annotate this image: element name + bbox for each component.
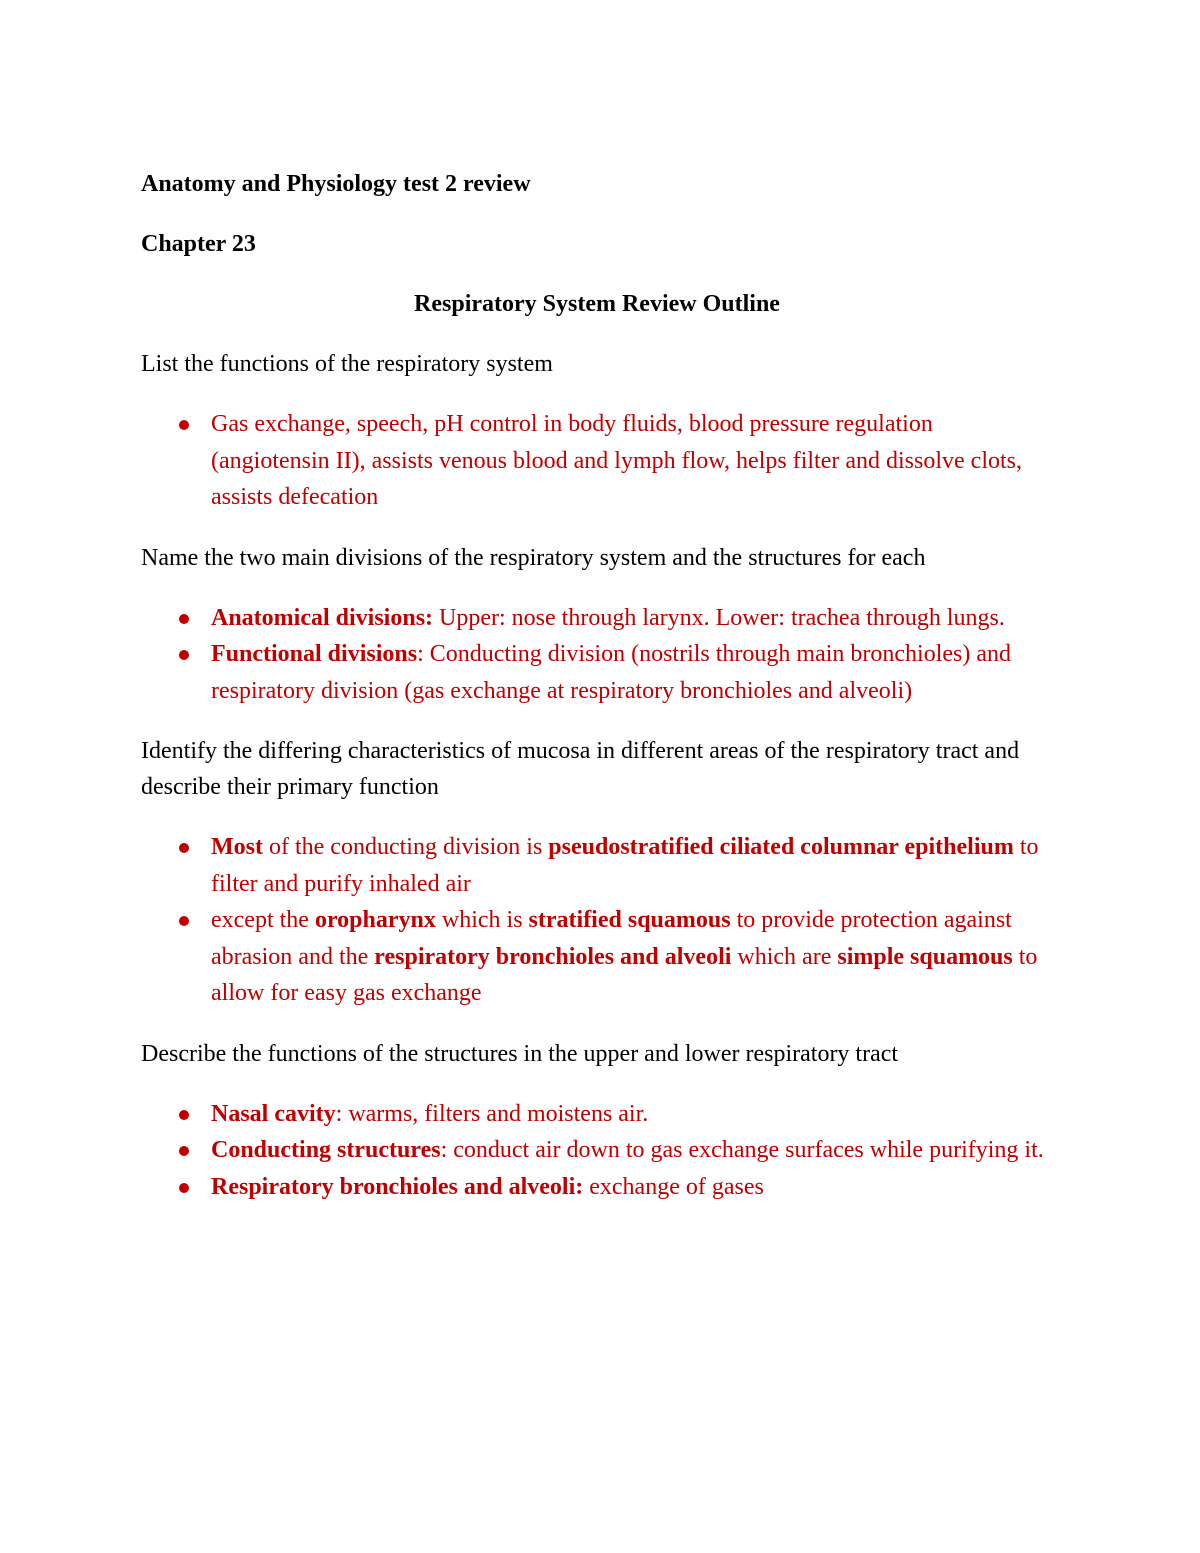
bullet-icon <box>179 1183 189 1193</box>
answer-key-term: Conducting structures <box>211 1137 441 1163</box>
bullet-icon <box>179 1146 189 1156</box>
answer-item <box>141 1132 1053 1169</box>
bullet-icon <box>179 916 189 926</box>
outline-title: Respiratory System Review Outline <box>414 291 780 317</box>
section-question: Describe the functions of the structures in the upper and lower respiratory tract <box>141 1040 899 1067</box>
section-question: List the functions of the respiratory system <box>141 351 553 377</box>
bullet-icon <box>179 614 189 624</box>
answer-key-term: Respiratory bronchioles and alveoli: <box>211 1173 584 1200</box>
answer-key-term: respiratory bronchioles and alveoli <box>374 943 732 970</box>
answer-list <box>141 829 1053 1012</box>
answer-item <box>141 829 1053 902</box>
answer-text: to filter and purify inhaled air <box>211 834 1039 897</box>
answer-key-term: Anatomical divisions: <box>211 604 434 631</box>
answer-text: exchange of gases <box>583 1173 764 1200</box>
bullet-icon <box>179 1110 189 1120</box>
answer-list <box>141 600 1053 710</box>
answer-key-term: oropharynx <box>314 907 436 933</box>
answer-key-term: stratified squamous <box>528 907 731 933</box>
review-sections <box>141 346 1053 1205</box>
answer-key-term: Nasal cavity <box>211 1100 336 1127</box>
answer-text: to provide protection against abrasion and the <box>211 907 1012 970</box>
answer-text: except the <box>211 907 315 933</box>
chapter-heading: Chapter 23 <box>141 231 256 257</box>
section-question: Name the two main divisions of the respiratory system and the structures for each <box>141 544 926 571</box>
answer-item <box>141 902 1053 1012</box>
answer-list <box>141 406 1053 516</box>
answer-key-term: simple squamous <box>837 943 1013 970</box>
answer-key-term: pseudostratified ciliated columnar epithelium <box>548 834 1014 860</box>
answer-item <box>141 1169 1053 1206</box>
answer-item <box>141 600 1053 637</box>
answer-item <box>141 636 1053 709</box>
answer-text: Gas exchange, speech, pH control in body fluids, blood pressure regulation (angiotensin II), assists venous blood and lymph flow, helps filter and dissolve clots, assists defecation <box>211 411 1022 510</box>
answer-text: which are <box>731 943 838 970</box>
section-question: Identify the differing characteristics of mucosa in different areas of the respiratory tract and describe their primary function <box>141 738 1020 800</box>
answer-text: : warms, filters and moistens air. <box>335 1100 649 1127</box>
answer-text: Upper: nose through larynx. Lower: trachea through lungs. <box>433 604 1005 631</box>
answer-item <box>141 1096 1053 1133</box>
answer-text: which is <box>435 907 529 933</box>
answer-text: to allow for easy gas exchange <box>211 943 1038 1006</box>
bullet-icon <box>179 650 189 660</box>
bullet-icon <box>179 420 189 430</box>
document-page <box>141 166 1053 1229</box>
answer-key-term: Functional divisions <box>211 641 418 667</box>
bullet-icon <box>179 843 189 853</box>
answer-text: : Conducting division (nostrils through main bronchioles) and respiratory division (gas exchange at respiratory bronchioles and alveoli) <box>211 641 1012 704</box>
answer-text: : conduct air down to gas exchange surfaces while purifying it. <box>440 1137 1044 1163</box>
document-title: Anatomy and Physiology test 2 review <box>141 171 531 197</box>
answer-list <box>141 1096 1053 1206</box>
answer-item <box>141 406 1053 516</box>
answer-key-term: Most <box>211 834 263 860</box>
answer-text: of the conducting division is <box>262 834 549 860</box>
